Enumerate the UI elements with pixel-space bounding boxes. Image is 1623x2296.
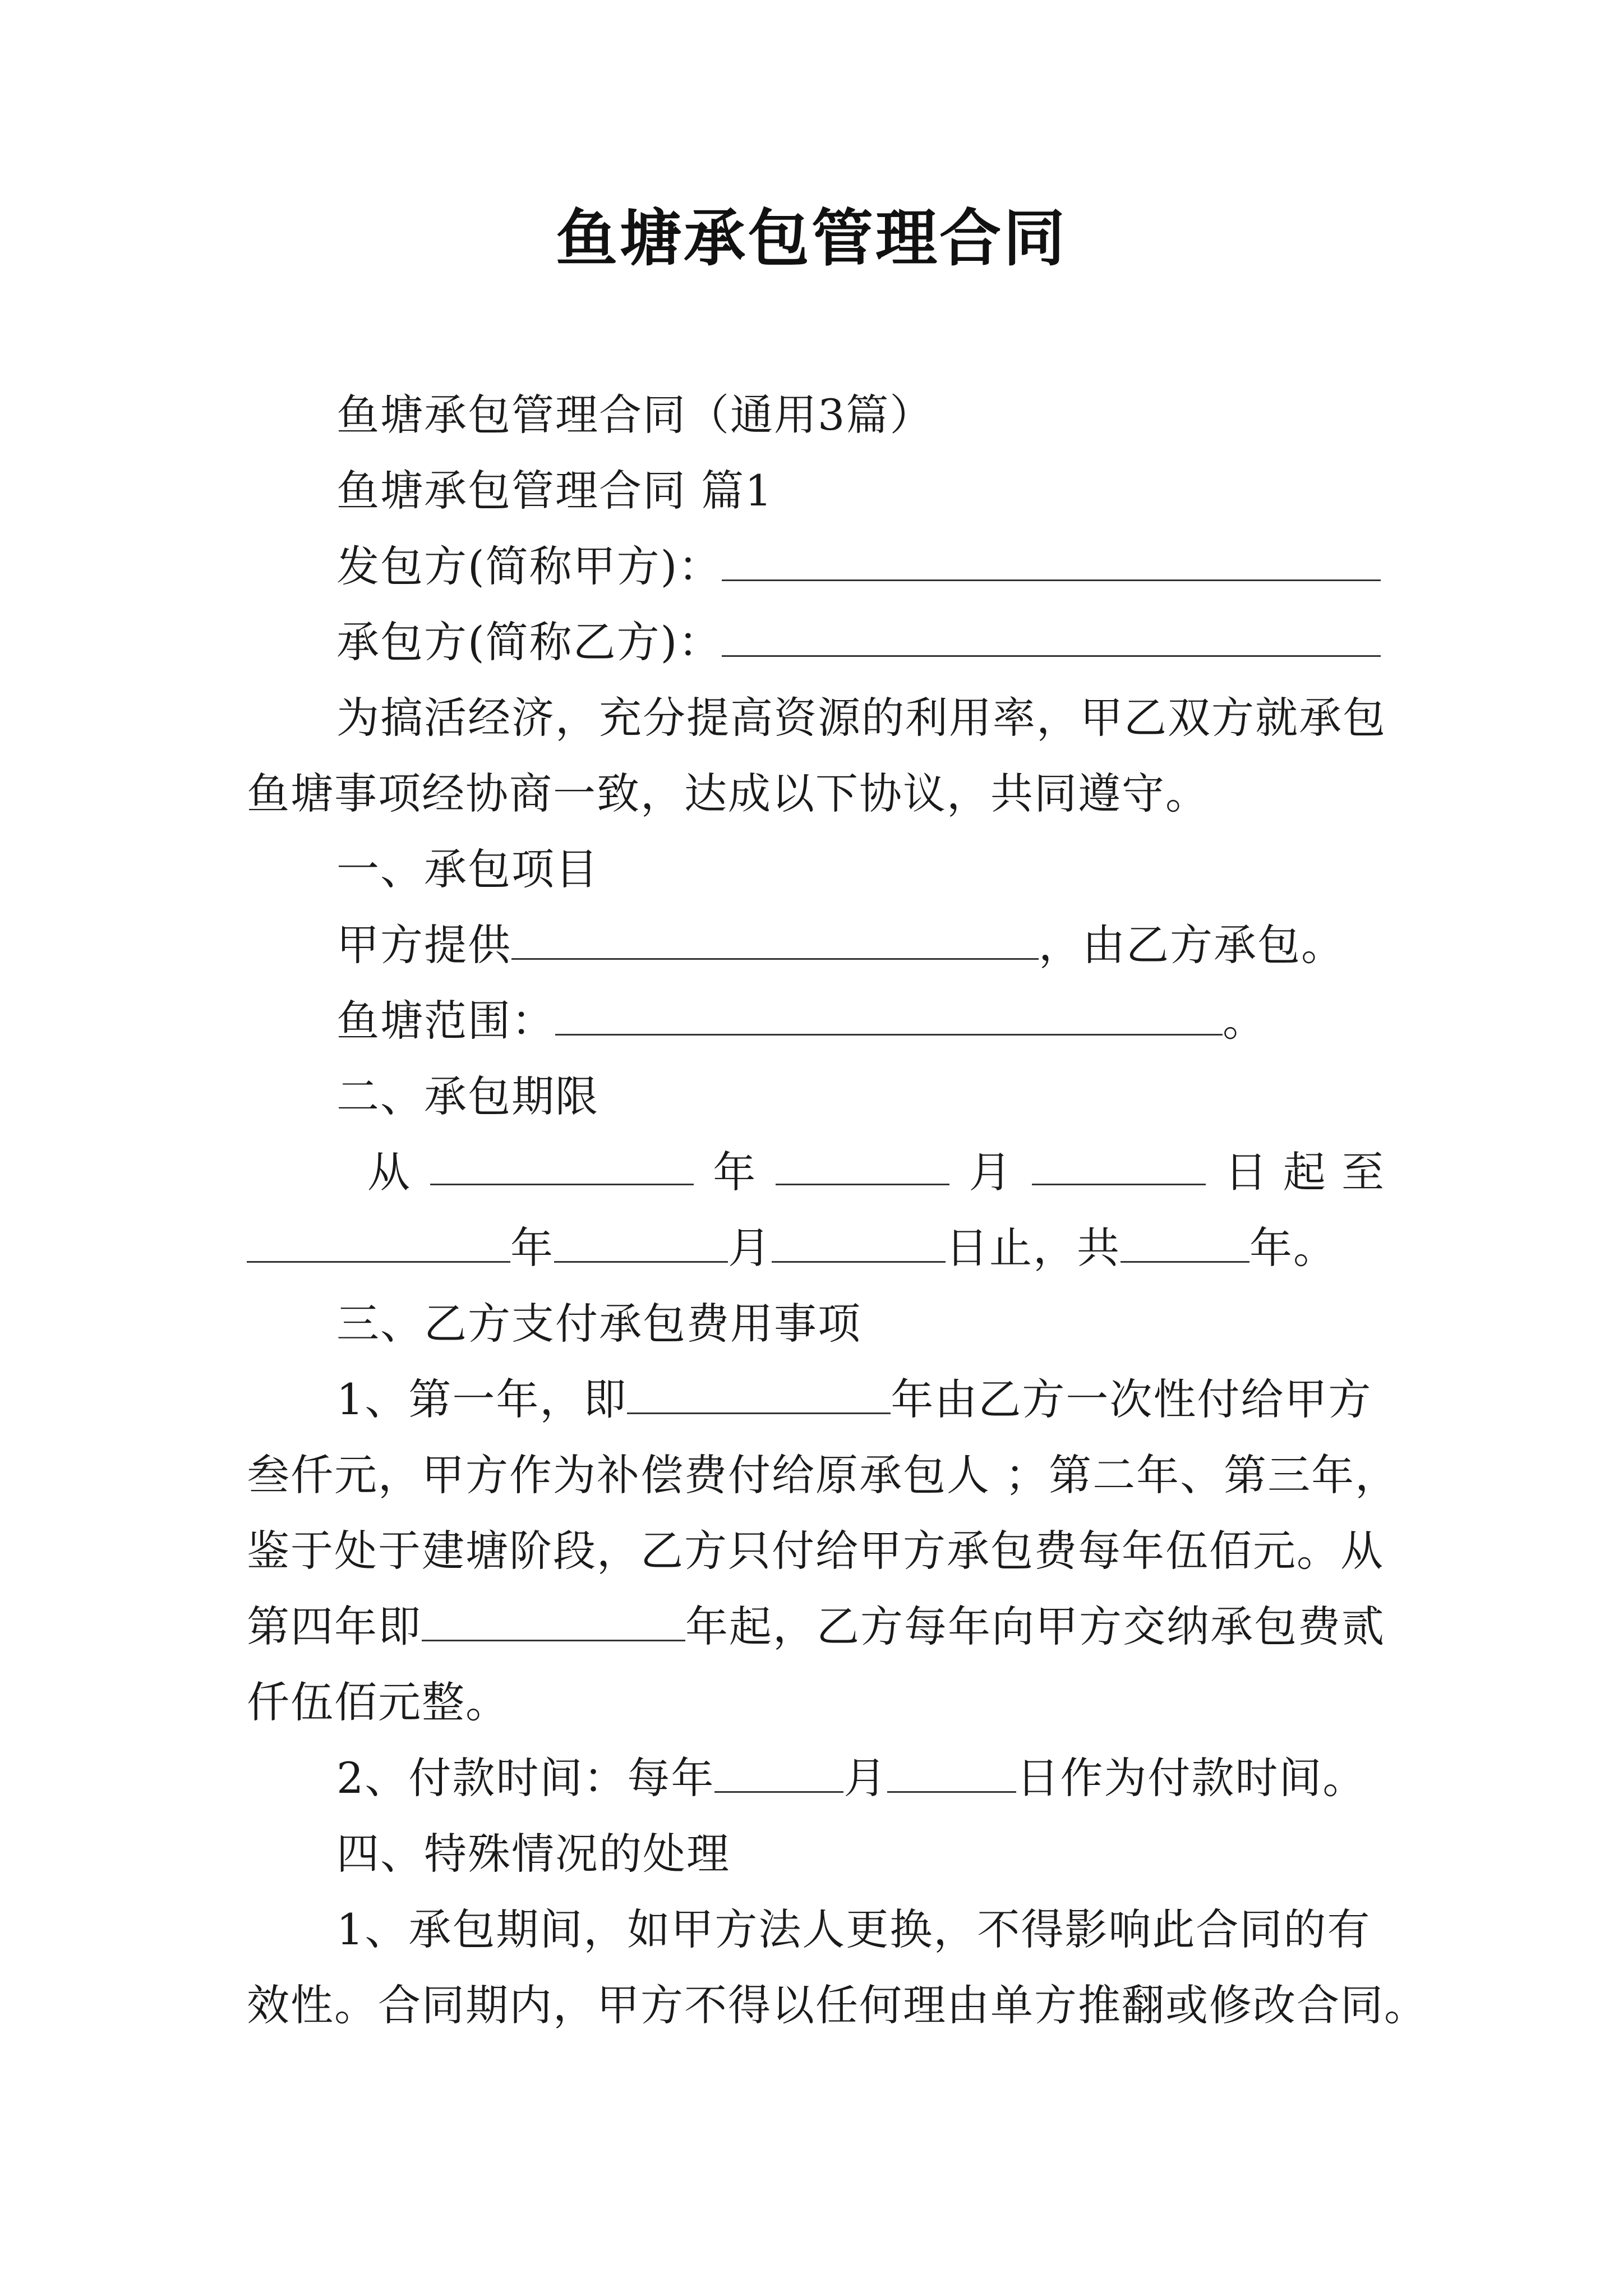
term-day-from-to: 日 起 至 (1224, 1147, 1385, 1197)
heading-2: 二、承包期限 (336, 1071, 599, 1121)
paytime-month: 月 (843, 1753, 888, 1803)
term-month: 月 (969, 1147, 1013, 1197)
range-blank (555, 995, 1223, 1036)
paytime-day-blank (887, 1752, 1016, 1793)
term2-day-blank (772, 1222, 946, 1263)
term-month-blank (776, 1144, 949, 1185)
range-line (247, 993, 1475, 1049)
paytime-month-blank (714, 1752, 843, 1793)
pay1-suffix: 年由乙方一次性付给甲方 (891, 1374, 1372, 1424)
term2-years: 年。 (1249, 1223, 1337, 1273)
term-year: 年 (713, 1147, 757, 1197)
pay-line-3: 鉴于处于建塘阶段，乙方只付给甲方承包费每年伍佰元。从 (247, 1526, 1384, 1576)
range-suffix: 。 (1223, 996, 1266, 1046)
pay4-suffix: 年起，乙方每年向甲方交纳承包费贰 (685, 1602, 1385, 1651)
section-heading: 鱼塘承包管理合同 篇1 (336, 466, 773, 516)
pay4-label: 第四年即 (247, 1602, 422, 1651)
term-year-blank (430, 1144, 694, 1185)
term2-year-blank (247, 1222, 510, 1263)
pay-line-4 (247, 1599, 1385, 1655)
item-blank (511, 919, 1039, 960)
paytime-suffix: 日作为付款时间。 (1016, 1753, 1367, 1803)
item-label: 甲方提供 (336, 920, 511, 970)
paytime-label: 2、付款时间：每年 (336, 1753, 715, 1803)
item-suffix: ，由乙方承包。 (1039, 920, 1345, 970)
term-from: 从 (367, 1147, 411, 1197)
party-a-label: 发包方(简称甲方)： (336, 541, 722, 591)
range-label: 鱼塘范围： (336, 996, 555, 1046)
term2-month-blank (554, 1222, 728, 1263)
pay-line-5: 仟伍佰元整。 (247, 1677, 509, 1727)
item-line (247, 917, 1475, 973)
paytime-line (247, 1750, 1475, 1806)
term2-year: 年 (510, 1223, 554, 1273)
pay1-year-blank (627, 1373, 891, 1414)
pay-line-2: 叁仟元，甲方作为补偿费付给原承包人 ；第二年、第三年， (247, 1450, 1399, 1500)
term-line-1 (247, 1144, 1385, 1200)
term2-end: 日止，共 (946, 1223, 1121, 1273)
term2-month: 月 (728, 1223, 772, 1273)
party-b-label: 承包方(简称乙方)： (336, 617, 722, 667)
special-line-2: 效性。合同期内，甲方不得以任何理由单方推翻或修改合同。 (247, 1980, 1428, 2030)
subtitle: 鱼塘承包管理合同（通用3篇） (336, 390, 934, 440)
special-line-1: 1、承包期间，如甲方法人更换，不得影响此合同的有 (336, 1904, 1371, 1954)
heading-1: 一、承包项目 (336, 844, 599, 894)
intro-line-1: 为搞活经济，充分提高资源的利用率，甲乙双方就承包 (336, 693, 1386, 743)
party-a-blank (722, 540, 1381, 581)
intro-line-2: 鱼塘事项经协商一致，达成以下协议，共同遵守。 (247, 769, 1209, 818)
term-day-blank (1032, 1144, 1206, 1185)
term2-years-blank (1121, 1222, 1249, 1263)
party-a-line (247, 539, 1475, 595)
pay-line-1 (247, 1372, 1475, 1428)
term-line-2 (247, 1220, 1385, 1276)
party-b-line (247, 614, 1475, 670)
pay4-year-blank (422, 1600, 685, 1641)
heading-3: 三、乙方支付承包费用事项 (336, 1299, 861, 1349)
pay1-label: 1、第一年，即 (336, 1374, 628, 1424)
document-title: 鱼塘承包管理合同 (556, 202, 1067, 274)
heading-4: 四、特殊情况的处理 (336, 1829, 730, 1879)
party-b-blank (722, 616, 1381, 657)
